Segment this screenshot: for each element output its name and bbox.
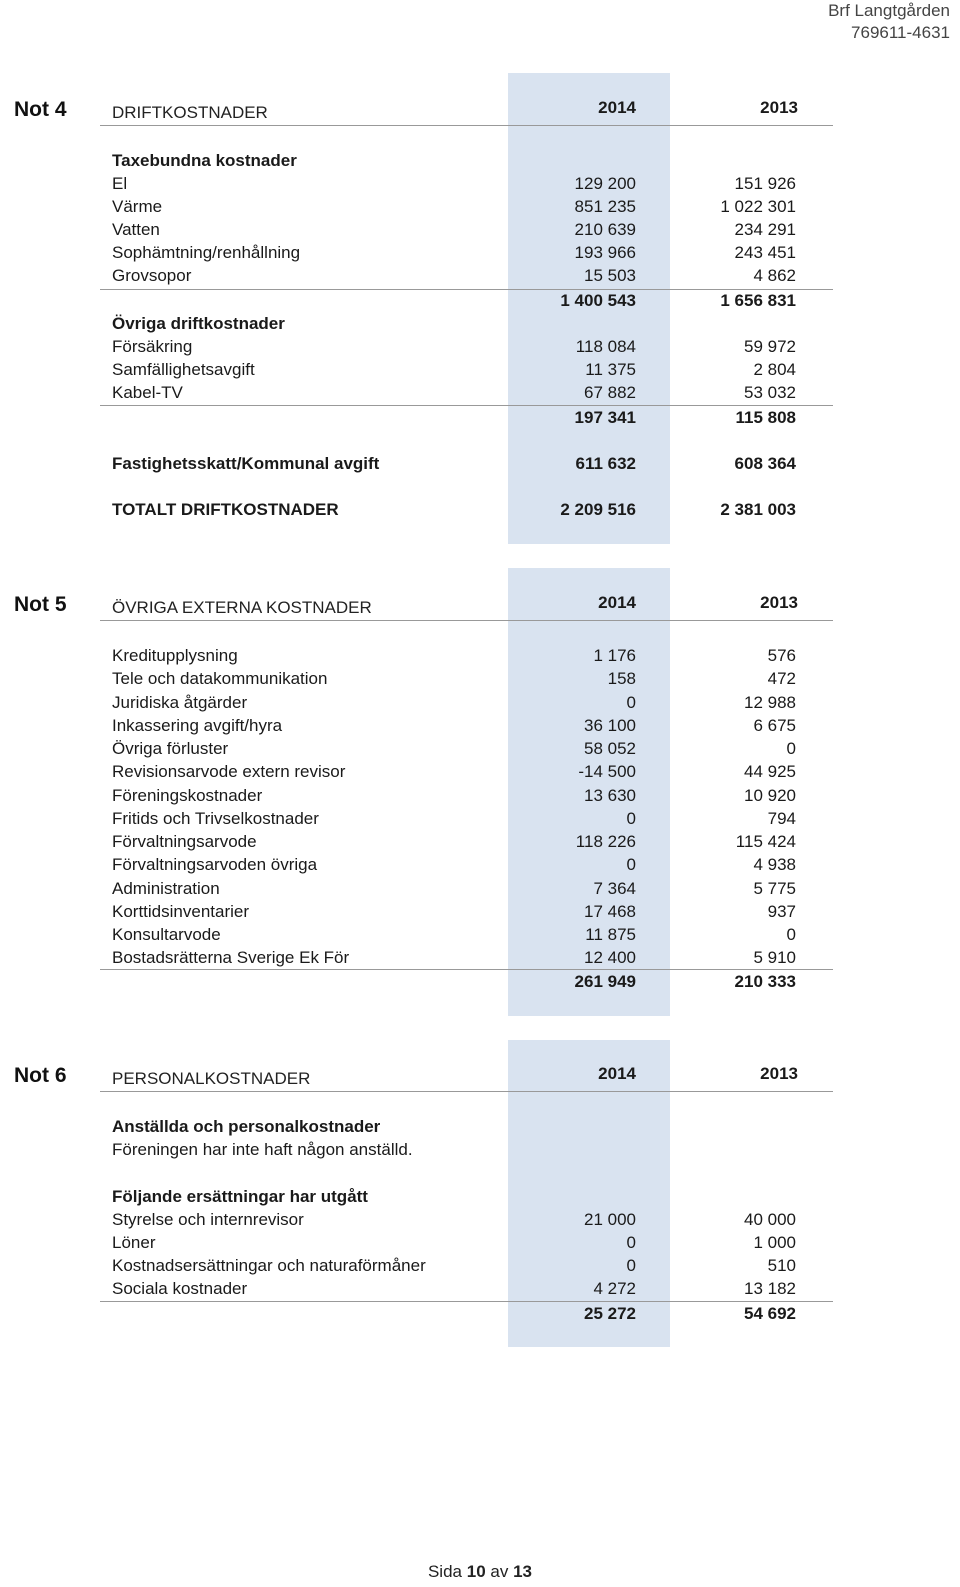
- note6-statement: [0, 1138, 960, 1161]
- property-tax-row: [0, 452, 960, 475]
- note6-title: PERSONALKOSTNADER: [112, 1069, 311, 1088]
- row-value-previous: 0: [786, 925, 796, 944]
- row-label: Kreditupplysning: [112, 646, 238, 665]
- row-value-current: 21 000: [584, 1210, 636, 1229]
- table-row: [0, 644, 960, 667]
- table-row: [0, 218, 960, 241]
- total-row: [0, 970, 960, 993]
- table-row: [0, 830, 960, 853]
- row-label: Administration: [112, 878, 220, 898]
- row-value-current: 611 632: [575, 454, 636, 473]
- note4-section2-heading: [0, 312, 960, 335]
- row-value-previous: 472: [767, 669, 796, 689]
- row-label: Grovsopor: [112, 266, 192, 285]
- row-value-previous: 53 032: [744, 383, 796, 402]
- note6-heading-compensation: [0, 1185, 960, 1208]
- row-value-previous: 4 862: [753, 266, 796, 285]
- row-value-previous: 115 424: [735, 832, 796, 851]
- row-value-previous: 2 381 003: [720, 500, 796, 519]
- table-row: [0, 784, 960, 807]
- row-value-previous: 608 364: [734, 454, 796, 473]
- table-row: [0, 807, 960, 830]
- row-value-previous: 234 291: [734, 220, 796, 239]
- section-heading: Anställda och personalkostnader: [112, 1117, 381, 1136]
- subtotal-row: [0, 406, 960, 429]
- table-row: [0, 946, 960, 969]
- row-value-current: 0: [626, 1256, 636, 1275]
- row-label: Samfällighetsavgift: [112, 360, 255, 379]
- row-value-previous: 1 022 301: [720, 197, 796, 216]
- row-value-current: 193 966: [574, 243, 636, 262]
- row-value-previous: 13 182: [744, 1279, 796, 1298]
- row-label: Revisionsarvode extern revisor: [112, 762, 346, 782]
- table-row: [0, 760, 960, 783]
- row-label: Löner: [112, 1233, 156, 1252]
- total-previous: 210 333: [734, 972, 796, 991]
- note6-year-current: 2014: [598, 1064, 636, 1083]
- note5-header-rule: [100, 620, 833, 621]
- table-row: [0, 195, 960, 218]
- table-row: [0, 264, 960, 287]
- table-row: [0, 172, 960, 195]
- row-value-previous: 510: [767, 1256, 796, 1275]
- subtotal-current: 197 341: [574, 408, 636, 427]
- row-label: Kabel-TV: [112, 383, 183, 402]
- page-separator: av: [490, 1562, 509, 1581]
- note5-year-current: 2014: [598, 593, 636, 612]
- row-value-previous: 5 910: [753, 948, 796, 968]
- row-value-current: 12 400: [584, 948, 636, 968]
- table-row: [0, 1208, 960, 1231]
- row-value-current: 0: [626, 808, 636, 828]
- table-row: [0, 1231, 960, 1254]
- grand-total-row: [0, 498, 960, 521]
- row-value-previous: 243 451: [734, 243, 796, 262]
- document-header: [828, 0, 950, 44]
- row-value-current: 15 503: [584, 266, 636, 285]
- row-label: Sociala kostnader: [112, 1279, 248, 1298]
- table-row: [0, 877, 960, 900]
- row-value-previous: 5 775: [753, 878, 796, 898]
- section-heading: Följande ersättningar har utgått: [112, 1187, 368, 1206]
- note6-label: Not 6: [14, 1064, 67, 1087]
- row-value-previous: 59 972: [744, 337, 796, 356]
- row-value-previous: 0: [786, 739, 796, 758]
- row-value-previous: 576: [767, 646, 796, 665]
- note4-year-previous: 2013: [760, 98, 798, 117]
- row-label: Övriga förluster: [112, 739, 229, 758]
- total-current: 25 272: [584, 1304, 636, 1323]
- note5-label: Not 5: [14, 593, 67, 616]
- row-value-current: 2 209 516: [560, 500, 636, 519]
- row-value-current: 210 639: [574, 220, 636, 239]
- table-row: [0, 737, 960, 760]
- row-label: Vatten: [112, 220, 160, 239]
- note4-header-rule: [100, 125, 833, 126]
- row-value-current: -14 500: [578, 762, 636, 782]
- total-row: [0, 1302, 960, 1325]
- row-label: Sophämtning/renhållning: [112, 243, 301, 262]
- row-value-current: 4 272: [593, 1279, 636, 1298]
- table-row: [0, 241, 960, 264]
- row-value-current: 118 084: [575, 337, 636, 356]
- row-value-current: 17 468: [584, 901, 636, 921]
- row-label: El: [112, 174, 128, 193]
- table-row: [0, 1254, 960, 1277]
- subtotal-previous: 1 656 831: [720, 291, 796, 310]
- row-value-previous: 794: [767, 808, 796, 828]
- row-value-current: 13 630: [584, 785, 636, 805]
- row-label: Förvaltningsarvoden övriga: [112, 855, 318, 875]
- table-row: [0, 923, 960, 946]
- row-label: Fritids och Trivselkostnader: [112, 808, 319, 828]
- row-label: Försäkring: [112, 337, 193, 356]
- note6-header-rule: [100, 1091, 833, 1092]
- row-value-previous: 40 000: [744, 1210, 796, 1229]
- subtotal-row: [0, 289, 960, 312]
- table-row: [0, 335, 960, 358]
- row-value-current: 118 226: [575, 832, 636, 851]
- row-label: Konsultarvode: [112, 925, 221, 944]
- table-row: [0, 853, 960, 876]
- row-label: Fastighetsskatt/Kommunal avgift: [112, 454, 380, 473]
- page-number: 10: [466, 1562, 486, 1581]
- page-prefix: Sida: [427, 1562, 462, 1581]
- row-value-previous: 44 925: [744, 762, 796, 782]
- note4-title: DRIFTKOSTNADER: [112, 103, 268, 122]
- row-label: Värme: [112, 197, 163, 216]
- row-value-previous: 12 988: [744, 692, 796, 712]
- row-label: Korttidsinventarier: [112, 901, 250, 921]
- note5-title: ÖVRIGA EXTERNA KOSTNADER: [112, 598, 372, 617]
- org-number: 769611-4631: [851, 23, 950, 42]
- row-value-previous: 2 804: [753, 360, 796, 379]
- row-label: Inkassering avgift/hyra: [112, 715, 283, 735]
- row-value-current: 0: [626, 1233, 636, 1252]
- row-value-previous: 937: [767, 901, 796, 921]
- row-value-previous: 6 675: [753, 715, 796, 735]
- note4-section1-heading: [0, 149, 960, 172]
- row-value-previous: 4 938: [753, 855, 796, 875]
- row-value-current: 158: [607, 669, 636, 689]
- table-row: [0, 667, 960, 690]
- page-footer: [0, 1562, 960, 1582]
- row-label: Förvaltningsarvode: [112, 832, 257, 851]
- total-previous: 54 692: [744, 1304, 796, 1323]
- row-value-current: 67 882: [584, 383, 636, 402]
- table-row: [0, 691, 960, 714]
- row-value-current: 851 235: [574, 197, 636, 216]
- row-value-current: 58 052: [584, 739, 636, 758]
- company-name: Brf Langtgården: [828, 1, 950, 20]
- row-label: Styrelse och internrevisor: [112, 1210, 304, 1229]
- row-value-current: 11 875: [585, 925, 636, 944]
- section-heading: Övriga driftkostnader: [112, 314, 285, 333]
- note6-heading-employees: [0, 1115, 960, 1138]
- row-label: Bostadsrätterna Sverige Ek För: [112, 948, 350, 968]
- row-label: Föreningskostnader: [112, 785, 263, 805]
- section-heading: Taxebundna kostnader: [112, 151, 297, 170]
- row-value-previous: 1 000: [753, 1233, 796, 1252]
- table-row: [0, 900, 960, 923]
- table-row: [0, 714, 960, 737]
- row-value-current: 0: [626, 692, 636, 712]
- row-value-current: 11 375: [585, 360, 636, 379]
- row-label: Tele och datakommunikation: [112, 669, 328, 689]
- subtotal-current: 1 400 543: [560, 291, 636, 310]
- row-label: TOTALT DRIFTKOSTNADER: [112, 500, 339, 519]
- row-value-previous: 151 926: [734, 174, 796, 193]
- row-value-current: 0: [626, 855, 636, 875]
- page-total: 13: [513, 1562, 533, 1581]
- statement-text: Föreningen har inte haft någon anställd.: [112, 1140, 413, 1159]
- note5-year-previous: 2013: [760, 593, 798, 612]
- note4-label: Not 4: [14, 98, 67, 121]
- row-value-current: 1 176: [593, 646, 636, 665]
- table-row: [0, 381, 960, 404]
- row-label: Juridiska åtgärder: [112, 692, 248, 712]
- row-value-current: 7 364: [593, 878, 636, 898]
- row-value-previous: 10 920: [744, 785, 796, 805]
- row-value-current: 36 100: [584, 715, 636, 735]
- row-label: Kostnadsersättningar och naturaförmåner: [112, 1256, 426, 1275]
- note4-year-current: 2014: [598, 98, 636, 117]
- total-current: 261 949: [574, 972, 636, 991]
- note6-year-previous: 2013: [760, 1064, 798, 1083]
- table-row: [0, 358, 960, 381]
- row-value-current: 129 200: [574, 174, 636, 193]
- subtotal-previous: 115 808: [735, 408, 796, 427]
- table-row: [0, 1277, 960, 1300]
